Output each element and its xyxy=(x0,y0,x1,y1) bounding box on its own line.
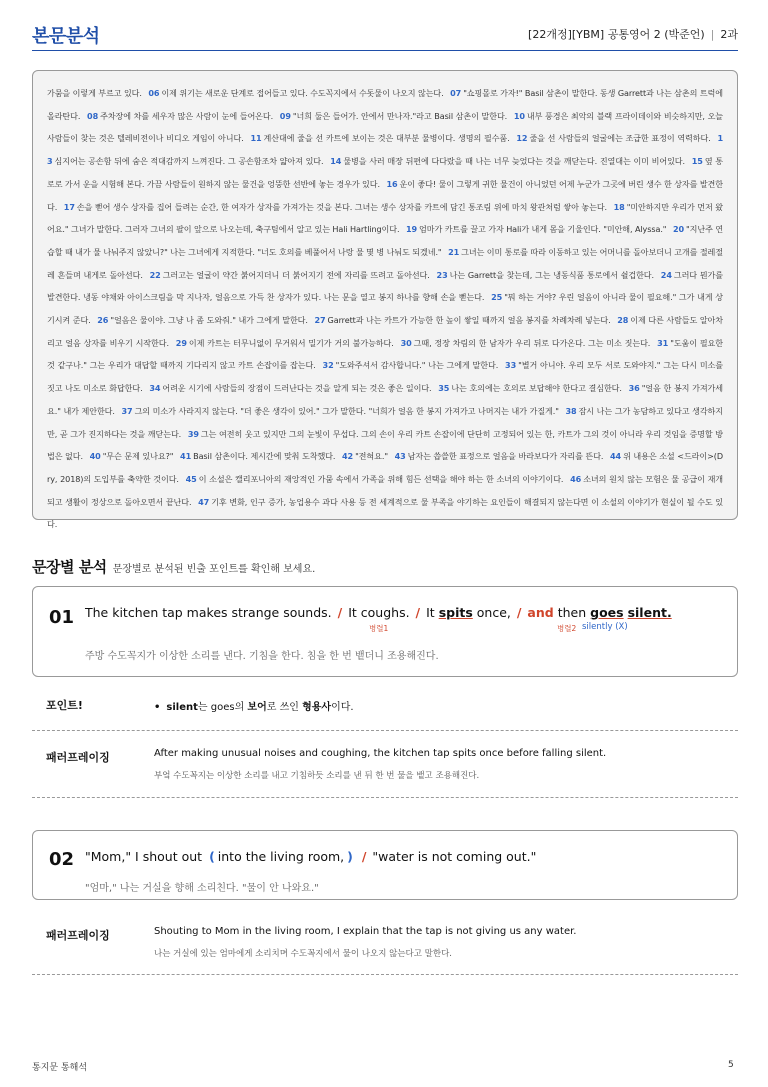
sentence-chunk: "water is not coming out." xyxy=(372,849,537,864)
passage-sentence: "지난주 연습할 때 내가 물 나눠주지 않았니?" 나는 그녀에게 지적한다. "너도 호의를 베풀어서 나랑 물 몇 병 나눠도 되겠네." xyxy=(47,224,724,257)
passage-sentence: 그러다 뭔가를 발견한다. 냉동 야채와 아이스크림을 막 지나자, 얼음으로 가득 찬 상자가 있다. 나는 문을 열고 봉지 하나를 향해 손을 뻗는다. xyxy=(47,269,723,303)
passage-sentence: 나는 Garrett을 찾는데, 그는 냉동식품 통로에서 쉴겁한다. xyxy=(449,269,657,280)
sentence-chunk: "Mom," I shout out xyxy=(85,849,203,864)
book-info xyxy=(528,26,738,42)
sentence-number: 13 xyxy=(47,133,724,167)
sentence-number: 29 xyxy=(175,337,187,348)
passage-sentence: "얼음은 물이야. 그냥 나 좀 도와줘." 내가 그에게 말한다. xyxy=(110,315,311,326)
sentence-number: 21 xyxy=(448,246,460,257)
passage-box xyxy=(32,70,738,530)
passage-sentence: 내부 풍경은 최악의 블랙 프라이데이와 비슷하지만, 오늘 사람들이 찾는 것은 텔레비전이나 비디오 게임이 아니다. xyxy=(47,110,724,144)
passage-sentence: 남자는 씁쓸한 표정으로 얼음을 바라보다가 자리를 뜬다. xyxy=(407,451,607,462)
sentence-number: 30 xyxy=(400,337,412,348)
sentence-number: 26 xyxy=(97,315,109,326)
passage-sentence: 이제 다른 사람들도 알아차리고 얼음 상자를 비우기 시작한다. xyxy=(47,315,723,348)
section-description: 문장별로 분석된 빈출 포인트를 확인해 보세요. xyxy=(112,564,316,575)
sentence-number: 40 xyxy=(89,451,101,462)
point-row xyxy=(32,694,738,728)
sentence-number: 46 xyxy=(570,473,582,484)
page-header xyxy=(32,22,738,48)
sentence-number: 02 xyxy=(49,849,75,870)
sentence-number: 33 xyxy=(505,360,517,371)
passage-sentence: 소녀의 원치 않는 모험은 물 공급이 재개되고 생활이 정상으로 돌아오면서 끝난다. xyxy=(47,473,724,507)
paraphrase-row-02 xyxy=(32,920,738,970)
sentence-number: 44 xyxy=(610,451,622,462)
sentence-chunk: once, xyxy=(476,605,511,620)
sentence-number: 42 xyxy=(341,451,354,462)
passage-sentence: 기후 변화, 인구 증가, 농업용수 과다 사용 등 전 세계적으로 물 부족을 야기하는 요인들이 해결되지 않는다면 이 소설의 이야기가 현실이 될 수도 있다. xyxy=(47,496,723,530)
sentence-number: 25 xyxy=(491,292,503,303)
passage-sentence: "별거 아니야. 우리 모두 서로 도와야지." 그는 다시 미소를 짓고 나도 미소로 화답한다. xyxy=(47,360,723,394)
footer-label: 통지문 통해석 xyxy=(32,1063,88,1073)
sentence-number: 18 xyxy=(613,201,625,212)
sentence-english xyxy=(85,605,672,620)
sentence-number: 17 xyxy=(63,201,75,212)
sentence-number: 08 xyxy=(87,110,99,121)
passage-sentence: 손을 뻗어 생수 상자를 집어 들려는 순간, 한 여자가 상자를 가져가는 것을 본다. 그녀는 생수 상자를 카트에 담긴 통조림 위에 마치 왕관처럼 쌓아 놓는다. xyxy=(76,201,610,212)
point-keyword: 형용사 xyxy=(302,702,332,713)
sentence-number: 28 xyxy=(617,315,629,326)
passage-sentence: 그의 미소가 사라지지 않는다. "더 좋은 생각이 있어." 그가 말한다. "너희가 얼음 한 봉지 가져가고 나머지는 내가 가질게." xyxy=(134,405,562,416)
sentence-number: 34 xyxy=(149,383,161,394)
passage-sentence: "도와주셔서 감사합니다." 나는 그에게 말한다. xyxy=(335,360,502,371)
sentence-chunk: It coughs. xyxy=(348,605,410,620)
dashed-divider xyxy=(32,974,738,975)
bullet-icon: • xyxy=(154,702,161,713)
sentence-number: 09 xyxy=(279,110,291,121)
paraphrase-english: Shouting to Mom in the living room, I explain that the tap is not giving us any water. xyxy=(154,926,577,937)
passage-text xyxy=(47,82,723,536)
sentence-number: 39 xyxy=(187,428,199,439)
sentence-number: 12 xyxy=(516,133,528,144)
sentence-number: 19 xyxy=(405,224,418,235)
passage-sentence: 이제 카트는 터무니없이 무거워서 밀기가 거의 불가능하다. xyxy=(188,337,397,348)
chunk-slash: / xyxy=(415,605,421,620)
sentence-chunk: into the living room, xyxy=(217,849,345,864)
modifier-close-paren: ) xyxy=(347,849,353,864)
sentence-number: 24 xyxy=(660,269,672,280)
passage-sentence: "너희 둘은 들어가. 안에서 만나자."라고 Basil 삼촌이 말한다. xyxy=(292,110,510,121)
passage-sentence: "뭐 하는 거야? 우린 얼음이 아니라 물이 필요해." 그가 내게 상기시켜 준다. xyxy=(47,292,723,326)
sentence-number: 31 xyxy=(657,337,669,348)
passage-sentence: 위 내용은 소설 <드라이>(Dry, 2018)의 도입부를 축약한 것이다. xyxy=(47,451,723,484)
passage-sentence: 줄을 선 사람들의 얼굴에는 조급한 표정이 역력하다. xyxy=(529,133,714,144)
parallel-tag-2: 병렬2 xyxy=(557,624,577,633)
sentence-number: 38 xyxy=(565,405,577,416)
parallel-tag-1: 병렬1 xyxy=(369,624,389,633)
passage-sentence: 나는 호의에는 호의로 보답해야 한다고 결심한다. xyxy=(451,383,625,394)
point-chunk: 는 goes의 xyxy=(197,702,248,713)
passage-sentence: 옆 통로로 가서 운을 시험해 본다. 가끔 사람들이 원하지 않는 물건을 엉뚱한 선반에 놓는 경우가 있다. xyxy=(47,156,723,189)
passage-sentence: "도움이 필요한 것 같구나." 그는 우리가 대답할 때까지 기다리지 않고 카트 손잡이를 잡는다. xyxy=(47,337,723,371)
sentence-number: 07 xyxy=(450,88,462,98)
parallel-verb-2: goes xyxy=(590,605,624,620)
sentence-number: 37 xyxy=(121,405,133,416)
sentence-number: 20 xyxy=(672,224,685,235)
point-label: 포인트! xyxy=(46,699,83,712)
passage-sentence: "얼음 한 봉지 가져가세요." 내가 제안한다. xyxy=(47,383,723,416)
sentence-chunk: It xyxy=(426,605,435,620)
wrong-form-note: silently (X) xyxy=(582,622,628,632)
passage-sentence: "미안하지만 우리가 먼저 왔어요." 그녀가 말한다. 그러자 그녀의 팔이 앞으로 나오는데, 축구팀에서 알고 있는 Hali Hartling이다. xyxy=(47,201,724,235)
passage-sentence: 물병을 사러 매장 뒤편에 다다랐을 때 나는 너무 늦었다는 것을 깨닫는다. 진열대는 이미 비어있다. xyxy=(343,156,688,167)
point-text xyxy=(154,698,354,713)
sentence-number: 43 xyxy=(394,451,406,462)
passage-sentence: 이제 위기는 새로운 단계로 접어들고 있다. 수도꼭지에서 수돗물이 나오지 않는다. xyxy=(161,88,447,98)
paraphrase-english: After making unusual noises and coughing, the kitchen tap spits once before falling silent. xyxy=(154,748,607,759)
sentence-english xyxy=(85,849,536,864)
passage-sentence: "전혀요." xyxy=(355,451,391,462)
chunk-slash: / xyxy=(361,849,367,864)
paraphrase-translation: 나는 거실에 있는 엄마에게 소리치며 수도꼭지에서 물이 나오지 않는다고 말한다. xyxy=(154,949,452,959)
passage-sentence: "쇼핑몰로 가자!" Basil 삼촌이 말한다. 동생 Garrett과 나는 삼촌의 트럭에 올라탄다. xyxy=(47,88,723,121)
sentence-number: 14 xyxy=(330,156,342,167)
sentence-number: 16 xyxy=(386,178,398,189)
lesson-label: 2과 xyxy=(720,28,738,41)
passage-sentence: 계산대에 줄을 선 카트에 보이는 것은 대부분 물병이다. 생명의 필수품. xyxy=(263,133,513,144)
sentence-number: 32 xyxy=(322,360,334,371)
passage-sentence: Garrett과 나는 카트가 가능한 한 높이 쌓일 때까지 얼음 봉지를 차례차례 넣는다. xyxy=(327,315,614,326)
paraphrase-translation: 부엌 수도꼭지는 이상한 소리를 내고 기침하듯 소리를 낸 뒤 한 번 물을 뱉고 조용해진다. xyxy=(154,771,480,781)
passage-sentence: 주차장에 차를 세우자 많은 사람이 눈에 들어온다. xyxy=(100,110,276,121)
paraphrase-label: 패러프레이징 xyxy=(46,929,110,942)
page-title: 본문분석 xyxy=(32,26,100,47)
sentence-card-02 xyxy=(32,830,738,900)
parallel-verb-1: spits xyxy=(438,605,473,620)
passage-sentence: 어려운 시기에 사람들의 장점이 드러난다는 것을 알게 되는 것은 좋은 일이다. xyxy=(162,383,435,394)
point-chunk: 로 쓰인 xyxy=(266,702,303,713)
dashed-divider xyxy=(32,797,738,798)
dashed-divider xyxy=(32,730,738,731)
paraphrase-label: 패러프레이징 xyxy=(46,751,110,764)
complement-word: silent. xyxy=(627,605,672,620)
passage-sentence: 엄마가 카트를 끌고 가자 Hali가 내게 몸을 기울인다. "미안해, Alyssa." xyxy=(419,224,669,235)
sentence-number: 11 xyxy=(250,133,262,144)
passage-sentence: 그는 여전히 웃고 있지만 그의 눈빛이 무섭다. 그의 손이 우리 카트 손잡이에 단단히 고정되어 있는 한, 카트가 그의 것이 아니라 우리 것임을 증명할 방법은 없다. xyxy=(47,428,723,462)
page-number: 5 xyxy=(728,1060,734,1070)
passage-sentence: 가뭄을 이렇게 부르고 있다. xyxy=(47,88,145,98)
header-divider xyxy=(32,50,738,51)
passage-sentence: 운이 좋다! 물이 그렇게 귀한 물건이 아니었던 어제 누군가 그곳에 버린 생수 한 상자를 발견한다. xyxy=(47,178,723,212)
chunk-slash: / xyxy=(337,605,343,620)
passage-sentence: 이 소설은 캘리포니아의 재앙적인 가뭄 속에서 가족을 위해 힘든 선택을 해야 하는 한 소녀의 이야기이다. xyxy=(198,473,567,484)
sentence-number: 06 xyxy=(148,88,160,98)
passage-sentence: 심지어는 공손함 뒤에 숨은 적대감까지 느껴진다. 그 공손함조차 얇아져 있다. xyxy=(54,156,327,167)
header-separator: | xyxy=(710,28,715,41)
passage-sentence: 그러고는 얼굴이 약간 붉어지더니 더 붉어지기 전에 자리를 뜨려고 돌아선다. xyxy=(162,269,433,280)
passage-sentence: 그때, 정장 차림의 한 남자가 우리 뒤로 다가온다. 그는 미소 짓는다. xyxy=(413,337,654,348)
book-title: [22개정][YBM] 공통영어 2 (박준언) xyxy=(528,28,705,41)
point-keyword: silent xyxy=(166,702,198,713)
sentence-number: 41 xyxy=(180,451,192,462)
passage-sentence: 잠시 나는 그가 농담하고 있다고 생각하지만, 곧 그가 진지하다는 것을 깨닫는다. xyxy=(47,405,723,439)
section-title: 문장별 분석 xyxy=(32,558,107,576)
passage-sentence: Basil 삼촌이다. 제시간에 맞춰 도착했다. xyxy=(193,451,338,462)
sentence-number: 10 xyxy=(513,110,525,121)
conjunction-and: and xyxy=(527,605,554,620)
sentence-chunk: The kitchen tap makes strange sounds. xyxy=(85,605,332,620)
sentence-number: 35 xyxy=(438,383,450,394)
point-keyword: 보어 xyxy=(247,702,267,713)
modifier-open-paren: ( xyxy=(209,849,215,864)
paraphrase-row-01 xyxy=(32,742,738,792)
sentence-card-01 xyxy=(32,586,738,677)
sentence-number: 23 xyxy=(436,269,448,280)
sentence-number: 36 xyxy=(628,383,640,394)
sentence-translation: "엄마," 나는 거실을 향해 소리친다. "물이 안 나와요." xyxy=(85,883,319,894)
sentence-number: 01 xyxy=(49,607,75,628)
passage-sentence: "무슨 문제 있나요?" xyxy=(102,451,177,462)
sentence-chunk: then xyxy=(557,605,587,620)
passage-sentence: 그녀는 이미 통로를 따라 이동하고 있는 어머니를 돌아보더니 고개를 절레절레 흔들며 내게로 돌아선다. xyxy=(47,246,723,280)
point-chunk: 이다. xyxy=(331,702,354,713)
sentence-translation: 주방 수도꼭지가 이상한 소리를 낸다. 기침을 한다. 침을 한 번 뱉더니 조용해진다. xyxy=(85,651,439,662)
sentence-number: 15 xyxy=(691,156,703,167)
sentence-number: 22 xyxy=(149,269,161,280)
sentence-number: 47 xyxy=(198,496,210,507)
sentence-number: 45 xyxy=(185,473,197,484)
chunk-slash: / xyxy=(516,605,522,620)
sentence-number: 27 xyxy=(314,315,326,326)
section-header xyxy=(32,556,315,577)
